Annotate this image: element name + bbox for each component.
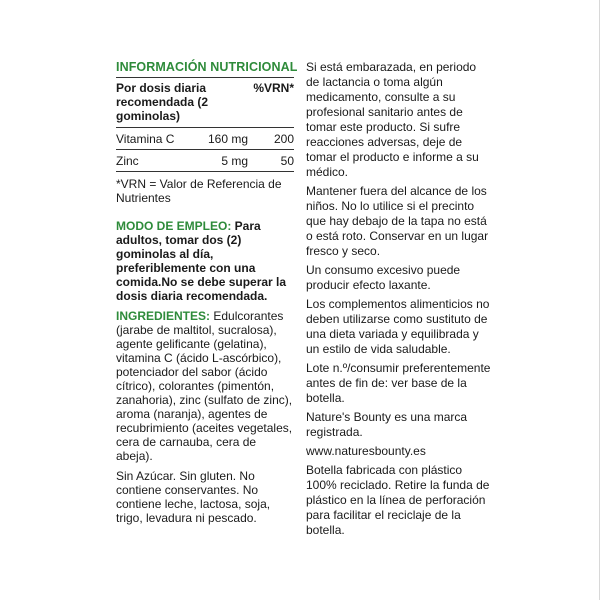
nutrient-name: Zinc <box>116 154 139 168</box>
supplement-paragraph: Los complementos alimenticios no deben utilizarse como sustituto de una dieta variada y equilibrada y un estilo de vida saludable. <box>306 297 490 356</box>
free-from-text: Sin Azúcar. Sin gluten. No contiene conservantes. No contiene leche, lactosa, soja, trigo, levadura ni pescado. <box>116 469 271 525</box>
nutrition-table-header <box>116 78 294 128</box>
table-row <box>116 150 294 172</box>
storage-paragraph: Mantener fuera del alcance de los niños. No lo utilice si el precinto que hay debajo de la tapa no está o está roto. Conservar en un lugar fresco y seco. <box>306 184 489 258</box>
nutrient-amount: 160 mg <box>207 132 248 146</box>
usage-section <box>116 219 296 303</box>
laxative-paragraph: Un consumo excesivo puede producir efecto laxante. <box>306 263 461 292</box>
nutrient-name: Vitamina C <box>116 132 175 146</box>
warning-paragraph: Si está embarazada, en periodo de lactancia o toma algún medicamento, consulte a su profesional sanitario antes de tomar este producto. Si sufre reacciones adversas, deje de tomar el producto e informe a su médico. <box>306 60 479 179</box>
vrn-header: %VRN* <box>253 81 294 95</box>
nutrition-table <box>116 77 294 172</box>
left-column <box>116 60 296 525</box>
nutrient-amount: 5 mg <box>221 154 248 168</box>
lot-paragraph: Lote n.º/consumir preferentemente antes de fin de: ver base de la botella. <box>306 361 491 405</box>
ingredients-text: Edulcorantes (jarabe de maltitol, sucralosa), agente gelificante (gelatina), vitamina C (ácido L-ascórbico), potenciador del sabor (ácido cítrico), colorantes (pimentón, zanahoria), zinc (sulfato de zinc), aroma (naranja), agentes de recubrimiento (aceites vegetales, cera de carnauba, cera de abeja). <box>116 309 293 463</box>
usage-text: Para adultos, tomar dos (2) gominolas al día, preferiblemente con una comida.No se debe superar la dosis diaria recomendada. <box>116 219 287 303</box>
nutrient-vrn: 200 <box>273 132 294 146</box>
nutrient-vrn: 50 <box>280 154 294 168</box>
table-row <box>116 128 294 150</box>
recycling-paragraph: Botella fabricada con plástico 100% reciclado. Retire la funda de plástico en la línea de perforación para facilitar el reciclaje de la botella. <box>306 463 490 537</box>
right-column <box>306 60 492 542</box>
ingredients-section <box>116 309 296 463</box>
dose-header: Por dosis diaria recomendada (2 gominolas) <box>116 81 209 123</box>
trademark-paragraph: Nature's Bounty es una marca registrada. <box>306 410 468 439</box>
nutrition-title: INFORMACIÓN NUTRICIONAL <box>116 60 298 74</box>
usage-label: MODO DE EMPLEO: <box>116 219 232 233</box>
ingredients-label: INGREDIENTES: <box>116 309 211 323</box>
website-text: www.naturesbounty.es <box>306 444 426 458</box>
vrn-footnote: *VRN = Valor de Referencia de Nutrientes <box>116 177 282 205</box>
